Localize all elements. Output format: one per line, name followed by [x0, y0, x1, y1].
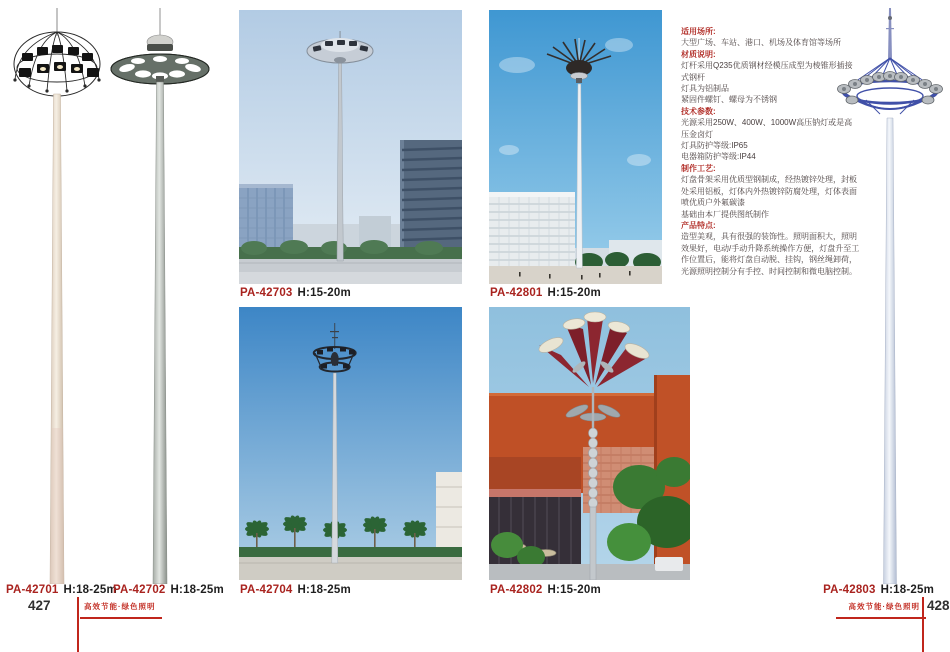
spec-line: 灯盘骨架采用优质型钢制成，经热镀锌处理，封板处采用铝板，灯体内外热镀锌防腐处理，灯体表面喷优质户外氟碳漆 [681, 175, 857, 208]
pa42801-photo [489, 10, 662, 284]
antenna-spike-icon [886, 8, 894, 60]
product-code: PA-42702 [113, 584, 166, 596]
spec-line: 基础由本厂提供图纸制作 [681, 209, 769, 219]
spec-line: 造型美观，具有很强的装饰性。照明面积大，照明效果好，电动/手动升降系统操作方便，灯盘升至工作位置后，能将灯盘自动脱、挂钩，钢丝绳卸荷，光源照明控制分有手控、时间控制和微电脑控制。 [681, 232, 860, 276]
pole [153, 82, 167, 584]
plaza-ground [239, 557, 462, 580]
sky [239, 307, 462, 580]
page-number-right: 428 [927, 598, 950, 613]
product-label-pa42803 [823, 584, 934, 596]
product-height: H:18-25m [170, 584, 224, 596]
pole [884, 118, 897, 584]
product-label-pa42704 [240, 584, 351, 596]
product-label-pa42701 [6, 584, 117, 596]
product-height: H:15-20m [547, 287, 601, 299]
product-height: H:18-25m [63, 584, 117, 596]
product-code: PA-42704 [240, 584, 293, 596]
spec-heading-usage: 适用场所: [681, 27, 716, 36]
page-number-left: 427 [28, 598, 51, 613]
product-label-pa42703 [240, 287, 351, 299]
lamp-crown-cage [13, 32, 100, 96]
spec-line: 光源采用250W、400W、1000W高压钠灯或是高压金卤灯 [681, 118, 853, 139]
product-code: PA-42701 [6, 584, 59, 596]
spec-line: 灯具防护等级:IP65 [681, 141, 748, 151]
product-height: H:15-20m [297, 287, 351, 299]
product-height: H:18-25m [880, 584, 934, 596]
lamp-disc-canopy [111, 35, 209, 84]
plaza-ground [239, 259, 462, 284]
spec-heading-features: 产品特点: [681, 220, 716, 230]
product-code: PA-42803 [823, 584, 876, 596]
pole [50, 94, 64, 584]
pa42802-photo [489, 307, 690, 580]
spec-heading-technical: 技术参数: [681, 106, 716, 116]
spec-line: 大型广场、车站、港口、机场及体育馆等场所 [681, 38, 841, 48]
spec-line: 灯杆采用Q235优质钢材经模压成型为棱锥形插接式钢杆 [681, 61, 853, 82]
footer-divider-right [922, 597, 924, 652]
spec-heading-craft: 制作工艺: [681, 163, 716, 173]
product-label-pa42702 [113, 584, 224, 596]
product-code: PA-42703 [240, 287, 293, 299]
pa42701-high-mast-illustration [6, 8, 114, 584]
spec-line: 紧固件螺钉、螺母为不锈钢 [681, 95, 777, 105]
product-label-pa42802 [490, 584, 601, 596]
pa42702-high-mast-illustration [108, 8, 218, 584]
product-height: H:15-20m [547, 584, 601, 596]
spec-line: 灯具为铝制品 [681, 84, 729, 94]
building-right [436, 472, 462, 552]
spec-text-block [681, 26, 860, 277]
pa42704-photo [239, 307, 462, 580]
product-label-pa42801 [490, 287, 601, 299]
footer-divider-left [77, 597, 79, 652]
product-code: PA-42801 [490, 287, 543, 299]
pa42703-photo [239, 10, 462, 284]
product-code: PA-42802 [490, 584, 543, 596]
antenna-rod-icon [159, 8, 160, 38]
footer-slogan-right: 高效节能·绿色照明 [836, 601, 926, 619]
product-height: H:18-25m [297, 584, 351, 596]
spec-heading-material: 材质说明: [681, 49, 716, 59]
spec-line: 电器箱防护等级:IP44 [681, 152, 756, 162]
footer-slogan-left: 高效节能·绿色照明 [80, 601, 162, 619]
plaza-ground [489, 266, 662, 284]
